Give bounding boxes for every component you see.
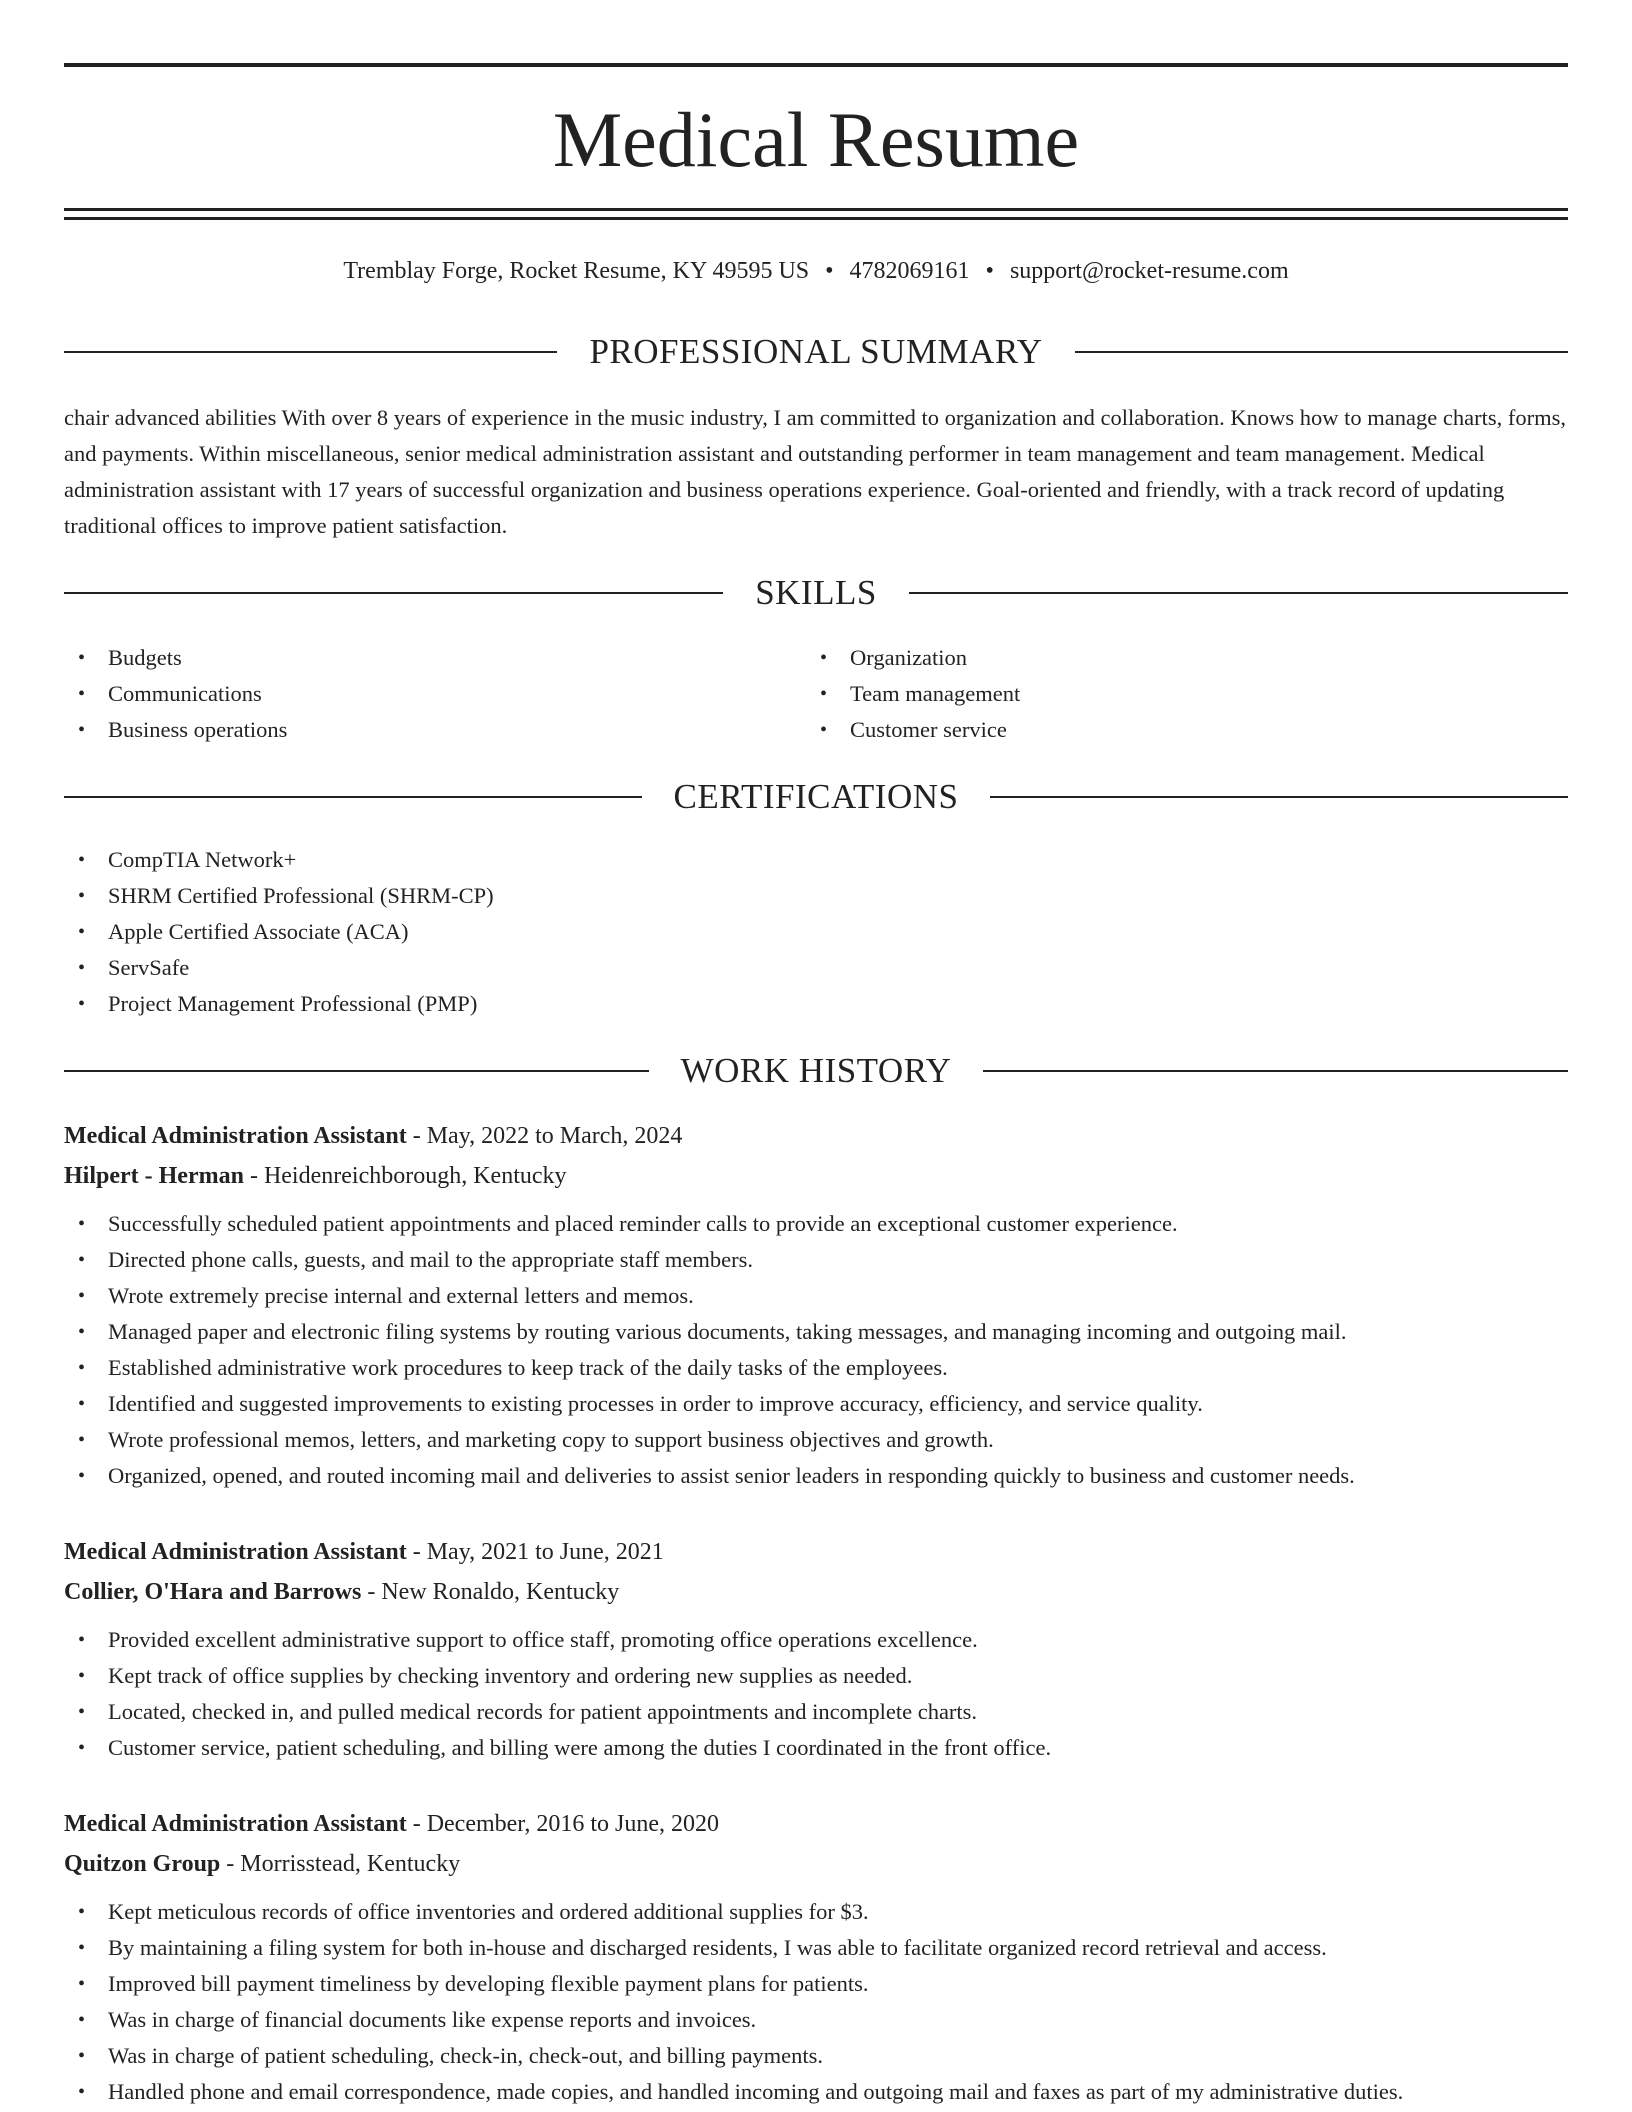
- list-item: [64, 712, 287, 748]
- section-heading-skills: [64, 571, 1568, 615]
- job-entry: [64, 1804, 1568, 2110]
- list-item: [64, 640, 287, 676]
- heading-rule: [64, 796, 642, 798]
- bullet-icon: •: [820, 647, 828, 669]
- contact-separator: •: [825, 258, 834, 284]
- duty-text: Identified and suggested improvements to existing processes in order to improve accuracy, efficiency, and service quality.: [108, 1391, 1203, 1416]
- bullet-icon: •: [78, 957, 86, 979]
- bullet-icon: •: [78, 1901, 86, 1923]
- duty-text: Established administrative work procedures to keep track of the daily tasks of the employees.: [108, 1355, 948, 1380]
- list-item: [64, 1894, 1568, 1930]
- section-title: WORK HISTORY: [680, 1051, 952, 1090]
- list-item: [64, 2002, 1568, 2038]
- list-item: [64, 1314, 1568, 1350]
- skill-text: Budgets: [108, 645, 182, 670]
- job-location: - Heidenreichborough, Kentucky: [243, 1163, 567, 1189]
- bullet-icon: •: [78, 921, 86, 943]
- bullet-icon: •: [78, 1973, 86, 1995]
- bullet-icon: •: [78, 1393, 86, 1415]
- duty-text: Located, checked in, and pulled medical records for patient appointments and incomplete charts.: [108, 1699, 978, 1724]
- job-title-line: [64, 1116, 1568, 1156]
- job-title: Medical Administration Assistant: [64, 1811, 407, 1837]
- heading-rule: [1075, 351, 1568, 353]
- list-item: [64, 676, 287, 712]
- bullet-icon: •: [78, 647, 86, 669]
- job-title: Medical Administration Assistant: [64, 1123, 407, 1149]
- summary-text: chair advanced abilities With over 8 years of experience in the music industry, I am committed to organization and collaboration. Knows how to manage charts, forms, and payments. Within miscellaneous, senior medical administration assistant and outstanding performer in team management and team management. Medical administration assistant with 17 years of successful organization and business operations experience. Goal-oriented and friendly, with a track record of updating traditional offices to improve patient satisfaction.: [64, 405, 1566, 538]
- section-heading-work-history: [64, 1049, 1568, 1093]
- heading-rule: [990, 796, 1568, 798]
- bullet-icon: •: [78, 1465, 86, 1487]
- list-item: [64, 950, 494, 986]
- contact-line: [64, 254, 1568, 288]
- title-double-divider: [64, 208, 1568, 220]
- bullet-icon: •: [820, 683, 828, 705]
- duty-text: Was in charge of financial documents like expense reports and invoices.: [108, 2007, 757, 2032]
- section-title: PROFESSIONAL SUMMARY: [589, 332, 1043, 371]
- list-item: [64, 2038, 1568, 2074]
- list-item: [64, 1658, 1568, 1694]
- skills-list-right: [806, 640, 1020, 748]
- job-entry: [64, 1116, 1568, 1494]
- skill-text: Business operations: [108, 717, 288, 742]
- bullet-icon: •: [78, 885, 86, 907]
- duty-text: Improved bill payment timeliness by developing flexible payment plans for patients.: [108, 1971, 869, 1996]
- bullet-icon: •: [820, 719, 828, 741]
- list-item: [64, 1350, 1568, 1386]
- list-item: [64, 1930, 1568, 1966]
- contact-email: support@rocket-resume.com: [1009, 258, 1289, 284]
- bullet-icon: •: [78, 1429, 86, 1451]
- bullet-icon: •: [78, 1285, 86, 1307]
- job-title: Medical Administration Assistant: [64, 1539, 407, 1565]
- duty-text: Customer service, patient scheduling, and billing were among the duties I coordinated in the front office.: [108, 1735, 1052, 1760]
- bullet-icon: •: [78, 993, 86, 1015]
- list-item: [64, 1386, 1568, 1422]
- job-company-line: [64, 1572, 1568, 1612]
- job-dates: - May, 2022 to March, 2024: [406, 1123, 683, 1149]
- job-entry: [64, 1532, 1568, 1766]
- bullet-icon: •: [78, 683, 86, 705]
- list-item: [64, 1458, 1568, 1494]
- job-company: Quitzon Group: [64, 1851, 221, 1877]
- bullet-icon: •: [78, 1321, 86, 1343]
- resume-title: Medical Resume: [552, 96, 1080, 183]
- list-item: [806, 640, 1020, 676]
- job-company: Collier, O'Hara and Barrows: [64, 1579, 362, 1605]
- certification-text: ServSafe: [108, 955, 190, 980]
- list-item: [806, 676, 1020, 712]
- bullet-icon: •: [78, 2045, 86, 2067]
- heading-rule: [64, 1070, 649, 1072]
- duty-text: Kept meticulous records of office inventories and ordered additional supplies for $3.: [108, 1899, 869, 1924]
- certification-text: Apple Certified Associate (ACA): [108, 919, 409, 944]
- list-item: [64, 914, 494, 950]
- duty-text: Wrote professional memos, letters, and marketing copy to support business objectives and growth.: [108, 1427, 994, 1452]
- certification-text: Project Management Professional (PMP): [108, 991, 478, 1016]
- bullet-icon: •: [78, 719, 86, 741]
- list-item: [64, 1694, 1568, 1730]
- job-title-line: [64, 1532, 1568, 1572]
- job-company-line: [64, 1156, 1568, 1196]
- bullet-icon: •: [78, 1701, 86, 1723]
- section-heading-certifications: [64, 775, 1568, 819]
- bullet-icon: •: [78, 1249, 86, 1271]
- contact-phone: 4782069161: [849, 258, 970, 284]
- skills-list-left: [64, 640, 287, 748]
- duty-text: Managed paper and electronic filing systems by routing various documents, taking messages, and managing incoming and outgoing mail.: [108, 1319, 1347, 1344]
- contact-address: Tremblay Forge, Rocket Resume, KY 49595 US: [343, 258, 810, 284]
- job-location: - Morrisstead, Kentucky: [220, 1851, 461, 1877]
- heading-rule: [909, 592, 1568, 594]
- skill-text: Customer service: [850, 717, 1007, 742]
- job-duties-list: [64, 1894, 1568, 2110]
- contact-separator: •: [985, 258, 994, 284]
- bullet-icon: •: [78, 2009, 86, 2031]
- list-item: [806, 712, 1020, 748]
- certification-text: CompTIA Network+: [108, 847, 297, 872]
- list-item: [64, 1422, 1568, 1458]
- job-company: Hilpert - Herman: [64, 1163, 244, 1189]
- duty-text: Successfully scheduled patient appointments and placed reminder calls to provide an exceptional customer experience.: [108, 1211, 1178, 1236]
- duty-text: Directed phone calls, guests, and mail to the appropriate staff members.: [108, 1247, 754, 1272]
- duty-text: Wrote extremely precise internal and external letters and memos.: [108, 1283, 694, 1308]
- bullet-icon: •: [78, 1937, 86, 1959]
- heading-rule: [983, 1070, 1568, 1072]
- duty-text: Handled phone and email correspondence, made copies, and handled incoming and outgoing mail and faxes as part of my administrative duties.: [108, 2079, 1404, 2104]
- section-title: CERTIFICATIONS: [673, 777, 959, 816]
- bullet-icon: •: [78, 1213, 86, 1235]
- list-item: [64, 842, 494, 878]
- list-item: [64, 1242, 1568, 1278]
- duty-text: Was in charge of patient scheduling, check-in, check-out, and billing payments.: [108, 2043, 824, 2068]
- bullet-icon: •: [78, 849, 86, 871]
- skill-text: Communications: [108, 681, 262, 706]
- list-item: [64, 1206, 1568, 1242]
- certifications-list: [64, 842, 494, 1022]
- skill-text: Team management: [850, 681, 1021, 706]
- duty-text: By maintaining a filing system for both in-house and discharged residents, I was able to facilitate organized record retrieval and access.: [108, 1935, 1327, 1960]
- bullet-icon: •: [78, 1629, 86, 1651]
- skill-text: Organization: [850, 645, 968, 670]
- bullet-icon: •: [78, 1665, 86, 1687]
- list-item: [64, 2074, 1568, 2110]
- list-item: [64, 1278, 1568, 1314]
- duty-text: Provided excellent administrative support to office staff, promoting office operations excellence.: [108, 1627, 978, 1652]
- section-heading-summary: [64, 330, 1568, 374]
- bullet-icon: •: [78, 1357, 86, 1379]
- list-item: [64, 878, 494, 914]
- job-dates: - December, 2016 to June, 2020: [406, 1811, 719, 1837]
- job-dates: - May, 2021 to June, 2021: [406, 1539, 664, 1565]
- duty-text: Organized, opened, and routed incoming mail and deliveries to assist senior leaders in responding quickly to business and customer needs.: [108, 1463, 1355, 1488]
- job-duties-list: [64, 1622, 1568, 1766]
- job-location: - New Ronaldo, Kentucky: [361, 1579, 620, 1605]
- bullet-icon: •: [78, 1737, 86, 1759]
- list-item: [64, 1622, 1568, 1658]
- certification-text: SHRM Certified Professional (SHRM-CP): [108, 883, 494, 908]
- job-duties-list: [64, 1206, 1568, 1494]
- list-item: [64, 986, 494, 1022]
- job-title-line: [64, 1804, 1568, 1844]
- heading-rule: [64, 351, 557, 353]
- list-item: [64, 1730, 1568, 1766]
- bullet-icon: •: [78, 2081, 86, 2103]
- list-item: [64, 1966, 1568, 2002]
- duty-text: Kept track of office supplies by checking inventory and ordering new supplies as needed.: [108, 1663, 913, 1688]
- section-title: SKILLS: [755, 573, 877, 612]
- heading-rule: [64, 592, 723, 594]
- top-divider: [64, 63, 1568, 67]
- job-company-line: [64, 1844, 1568, 1884]
